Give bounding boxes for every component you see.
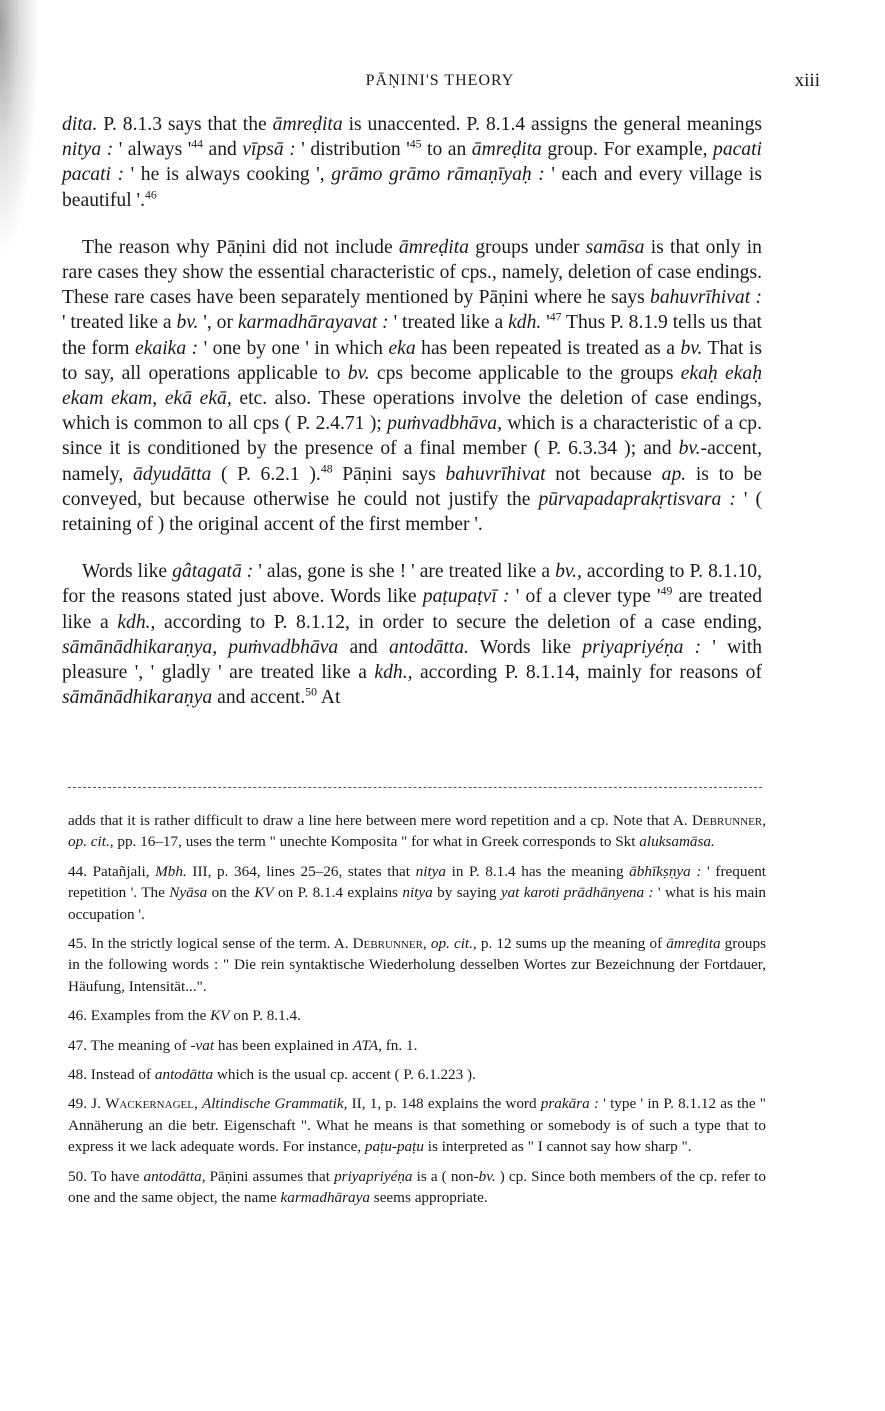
text: ' ( retaining of ) the original accent of the first member '.	[62, 488, 762, 536]
text: is that only in rare cases they show the essential characteristic of cps., namely, deletion of case endings. These rare cases have been separately mentioned by Pāṇini where he says	[62, 236, 762, 309]
term: nitya :	[62, 139, 114, 161]
term: bahuvrīhivat	[445, 463, 546, 485]
text: according to P. 8.1.12, in order to secure the deletion of a case ending,	[155, 611, 762, 633]
term: Nyāsa	[169, 884, 208, 902]
term: eka	[388, 337, 416, 359]
text: according to P. 8.1.10, for the reasons stated just above. Words like	[62, 561, 762, 608]
term: paṭupaṭvī :	[422, 586, 510, 608]
text: Instead of	[86, 1066, 155, 1084]
footnote-number: 49.	[68, 1095, 87, 1113]
term: gâtagatā :	[172, 561, 254, 583]
footnote-50	[68, 1166, 766, 1209]
main-text	[62, 112, 762, 710]
term: sāmānādhikaraṇya	[62, 687, 213, 709]
text: ' with pleasure ', ' gladly ' are treated like a	[62, 636, 762, 684]
term: antodātta,	[143, 1167, 206, 1185]
text: ' treated like a	[62, 312, 177, 334]
text: not because	[545, 463, 662, 485]
term: ābhīkṣṇya :	[629, 862, 702, 880]
text: ( P. 6.2.1 ).	[211, 463, 321, 485]
text: III, p. 364, lines 25–26, states that	[186, 862, 416, 880]
text: ' treated like a	[388, 312, 509, 334]
text: ' always '	[113, 139, 192, 161]
text: ' of a clever type '	[509, 586, 661, 608]
author: Debrunner,	[352, 935, 427, 953]
footnote-ref: 45	[409, 137, 422, 151]
term: ATA,	[352, 1036, 382, 1054]
text: In the strictly logical sense of the term. A.	[86, 935, 353, 953]
term: Mbh.	[155, 862, 187, 880]
page-number: xiii	[794, 70, 820, 91]
term: pacati pacati :	[62, 139, 762, 186]
text: -accent, namely,	[62, 438, 762, 485]
text: pp. 16–17, uses the term " unechte Komposita " for what in Greek corresponds to Skt	[113, 833, 640, 851]
footnote-48	[68, 1064, 766, 1085]
term: āmreḍita	[666, 935, 721, 953]
paragraph	[62, 559, 762, 710]
term: paṭu-paṭu	[364, 1138, 424, 1156]
text: Thus P. 8.1.9 tells us that the form	[62, 312, 762, 359]
term: grāmo grāmo rāmaṇīyaḥ :	[331, 164, 545, 186]
text: has been repeated is treated as a	[415, 337, 681, 359]
text: Pāṇini assumes that	[205, 1167, 335, 1185]
text: to an	[421, 139, 472, 161]
text: ' type ' in P. 8.1.12 as the " Annäherung an die betr. Eigenschaft ". What he means is that something or somebody is of such a type that to express it we lack adequate words. For instance,	[68, 1095, 766, 1156]
term: pūrvapadaprakṛtisvara :	[538, 488, 736, 510]
text: J.	[86, 1095, 106, 1113]
term: karmadhāraya	[280, 1189, 370, 1207]
term: āmreḍita	[272, 114, 343, 135]
text: in P. 8.1.4 has the meaning	[446, 862, 630, 880]
text: and	[338, 636, 389, 658]
text: ' each and every village is beautiful '.	[62, 164, 762, 211]
text: ) cp. Since both members of the cp. refer to one and the same object, the name	[68, 1167, 766, 1207]
term: bv.	[347, 362, 370, 384]
text: The meaning of	[86, 1036, 191, 1054]
term: priyapriyéṇa :	[582, 636, 702, 658]
term: sāmānādhikaraṇya, puṁvadbhāva	[62, 636, 339, 658]
text: is to be conveyed, but because otherwise he could not justify the	[62, 463, 762, 510]
footnote-ref: 48	[320, 462, 333, 476]
term: karmadhārayavat :	[237, 312, 389, 334]
running-title: PĀṆINI'S THEORY	[365, 72, 515, 89]
footnote-number: 46.	[68, 1007, 87, 1025]
footnote-ref: 50	[305, 685, 317, 699]
text: is unaccented. P. 8.1.4 assigns the general meanings	[342, 114, 763, 135]
text: on P. 8.1.4 explains	[273, 884, 403, 902]
text: and accent.	[212, 687, 306, 709]
term: puṁvadbhāva,	[387, 413, 502, 435]
term: Altindische Grammatik,	[201, 1095, 348, 1113]
term: āmreḍita	[471, 139, 542, 161]
footnote-number: 50.	[68, 1167, 87, 1185]
term: bv.,	[555, 561, 582, 583]
text: which is the usual cp. accent ( P. 6.1.223 ).	[213, 1066, 476, 1084]
footnote-ref: 46	[144, 188, 157, 202]
running-head	[60, 72, 820, 96]
term: aluksamāsa.	[639, 833, 715, 851]
footnote-number: 48.	[68, 1066, 87, 1084]
text: adds that it is rather difficult to draw a line here between mere word repetition and a cp. Note that A.	[68, 812, 692, 829]
term: ādyudātta	[132, 463, 212, 485]
term: ap.	[661, 463, 687, 485]
text: p. 12 sums up the meaning of	[476, 935, 667, 953]
text: The reason why Pāṇini did not include	[82, 236, 399, 258]
footnote-ref: 47	[549, 310, 562, 324]
footnote-continuation	[68, 810, 766, 853]
term: bahuvrīhivat :	[650, 287, 762, 309]
text: ' alas, gone is she ! ' are treated like a	[253, 561, 556, 583]
term: dita.	[62, 114, 98, 135]
text: ', or	[198, 312, 238, 334]
footnote-47	[68, 1035, 766, 1056]
footnote-49	[68, 1093, 766, 1157]
text: according P. 8.1.14, mainly for reasons of	[412, 662, 762, 684]
footnotes	[68, 810, 766, 1217]
text: groups under	[468, 236, 586, 258]
term: yat karoti prādhānyena :	[500, 884, 654, 902]
paragraph	[62, 112, 762, 213]
text: ' one by one ' in which	[198, 337, 389, 359]
term: āmreḍita	[398, 236, 469, 258]
text: and	[203, 139, 243, 161]
text: ' he is always cooking ',	[124, 164, 332, 186]
text: etc. also. These operations involve the deletion of case endings, which is common to all cps ( P. 2.4.71 );	[62, 388, 762, 435]
text: II, 1, p. 148 explains the word	[347, 1095, 541, 1113]
footnote-rule	[68, 787, 762, 788]
text: P. 8.1.3 says that the	[97, 114, 273, 135]
text: Pāṇini says	[332, 463, 446, 485]
text: Examples from the	[86, 1007, 211, 1025]
text: is a ( non-	[412, 1167, 479, 1185]
author: Debrunner,	[691, 812, 766, 829]
term: nitya	[415, 862, 447, 880]
term: ekaika :	[135, 337, 199, 359]
term: vīpsā :	[242, 139, 296, 161]
term: nitya	[402, 884, 433, 902]
text: ' frequent repetition '. The	[68, 862, 767, 902]
text: is interpreted as " I cannot say how sharp ".	[423, 1138, 692, 1156]
paragraph	[62, 235, 762, 537]
text: seems appropriate.	[369, 1189, 488, 1207]
term: samāsa	[585, 236, 645, 258]
term: bv.	[176, 312, 199, 334]
term: kdh.	[508, 312, 542, 334]
term: priyapriyéṇa	[334, 1167, 413, 1185]
scan-shadow	[0, 0, 40, 260]
term: ekaḥ ekaḥ ekam ekam, ekā ekā,	[62, 362, 762, 410]
text: group. For example,	[541, 139, 714, 161]
text: Words like	[468, 636, 583, 658]
term: kdh.,	[374, 662, 413, 684]
footnote-number: 44.	[68, 862, 87, 880]
text: ' distribution '	[295, 139, 410, 161]
text: cps become applicable to the groups	[369, 362, 681, 384]
term: bv.	[678, 438, 701, 460]
footnote-46	[68, 1005, 766, 1026]
term: antodātta	[154, 1066, 214, 1084]
text: has been explained in	[214, 1036, 353, 1054]
text: At	[316, 687, 341, 709]
term: antodātta.	[388, 636, 469, 658]
term: bv.	[478, 1167, 496, 1185]
term: op. cit.,	[430, 935, 477, 953]
term: prakāra :	[540, 1095, 599, 1113]
term: op. cit.,	[68, 833, 114, 851]
footnote-45	[68, 933, 766, 997]
footnote-number: 47.	[68, 1036, 87, 1054]
text: fn. 1.	[381, 1036, 418, 1054]
term: KV	[254, 884, 274, 902]
term: KV	[210, 1007, 230, 1025]
term: bv.	[680, 337, 703, 359]
author: Wackernagel,	[105, 1095, 198, 1113]
footnote-number: 45.	[68, 935, 87, 953]
text: That is to say, all operations applicable to	[62, 337, 762, 384]
text: are treated like a	[62, 586, 763, 633]
text: Words like	[82, 561, 173, 583]
text: To have	[86, 1167, 144, 1185]
text: on P. 8.1.4.	[229, 1007, 301, 1025]
term: -vat	[190, 1036, 215, 1054]
text: '	[541, 312, 550, 334]
text: by saying	[432, 884, 501, 902]
text: on the	[207, 884, 255, 902]
footnote-44	[68, 861, 766, 925]
footnote-ref: 49	[660, 584, 673, 598]
text: which is a characteristic of a cp. since it is conditioned by the presence of a final member ( P. 6.3.34 ); and	[62, 413, 762, 460]
term: kdh.,	[117, 611, 156, 633]
text: ' what is his main occupation '.	[68, 884, 767, 923]
text: groups in the following words : " Die rein syntaktische Wiederholung desselben Wortes zur Bezeichnung der Fortdauer, Häufung, Intensität...".	[68, 935, 767, 995]
text: Patañjali,	[86, 862, 156, 880]
footnote-ref: 44	[191, 137, 204, 151]
